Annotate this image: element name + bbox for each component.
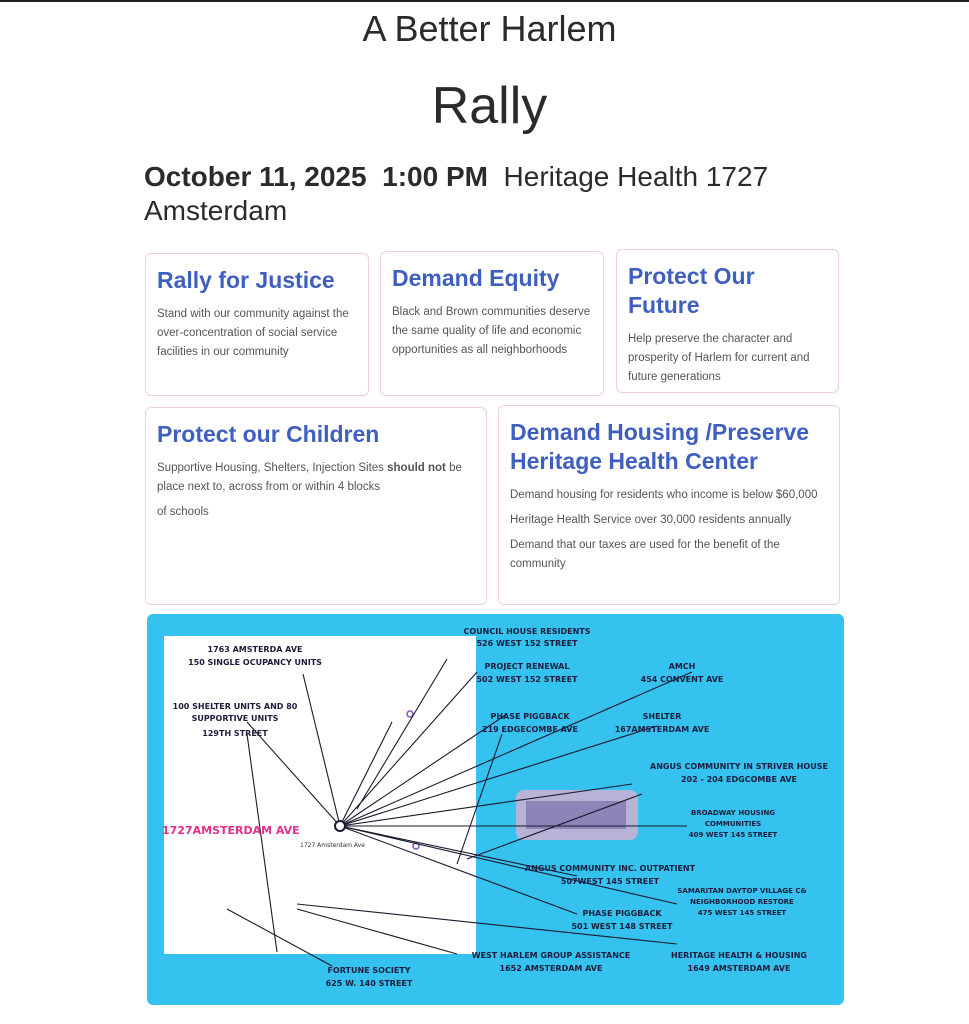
- map-label-detail: 1649 AMSTERDAM AVE: [687, 964, 791, 973]
- card-text: Demand that our taxes are used for the benefit of the community: [510, 539, 780, 570]
- card-text-extra: of schools: [157, 506, 209, 518]
- map-label-name: ANGUS COMMUNITY IN STRIVER HOUSE: [650, 762, 828, 771]
- card-text: Heritage Health Service over 30,000 residents annually: [510, 514, 792, 526]
- facility-map-svg: [147, 614, 844, 1005]
- card-demand-equity: [380, 251, 604, 396]
- card-text: Help preserve the character and prosperity of Harlem for current and future generations: [628, 333, 810, 383]
- map-label-detail: 167AMSTERDAM AVE: [614, 725, 710, 734]
- map-label-name: WEST HARLEM GROUP ASSISTANCE: [471, 951, 631, 960]
- map-label-name: PHASE PIGGBACK: [490, 712, 570, 721]
- card-protect-our-children: [145, 407, 487, 605]
- card-text: Black and Brown communities deserve the same quality of life and economic opportunities as all neighborhoods: [392, 306, 591, 356]
- map-label-detail: SUPPORTIVE UNITS: [191, 714, 279, 723]
- org-name: A Better Harlem: [362, 8, 617, 49]
- map-label-detail: 507WEST 145 STREET: [560, 877, 660, 886]
- card-text-emphasis: should not: [387, 462, 446, 474]
- map-label-name: 100 SHELTER UNITS AND 80: [172, 702, 298, 711]
- map-label-name: BROADWAY HOUSING: [690, 809, 776, 817]
- card-text-pre: Supportive Housing, Shelters, Injection Sites: [157, 462, 388, 474]
- map-label-name: PHASE PIGGBACK: [582, 909, 662, 918]
- map-label-detail: 202 - 204 EDGCOMBE AVE: [680, 775, 798, 784]
- card-rally-for-justice: [145, 253, 369, 396]
- event-info: [144, 160, 844, 228]
- map-label-detail: NEIGHBORHOOD RESTORE: [690, 898, 794, 906]
- card-demand-housing: [498, 405, 840, 605]
- event-date: October 11, 2025: [144, 161, 367, 192]
- center-label: 1727AMSTERDAM AVE: [162, 824, 300, 837]
- map-label-name: COUNCIL HOUSE RESIDENTS: [463, 627, 591, 636]
- card-title: Demand Equity: [392, 265, 560, 291]
- event-time: 1:00 PM: [382, 161, 488, 192]
- card-protect-our-future: [616, 249, 839, 393]
- map-label-name: SAMARITAN DAYTOP VILLAGE C&: [677, 887, 807, 895]
- map-label-detail: 625 W. 140 STREET: [325, 979, 413, 988]
- card-title: Protect Our Future: [628, 263, 755, 318]
- map-label-extra: 129TH STREET: [202, 729, 268, 738]
- map-label-detail: 526 WEST 152 STREET: [476, 639, 578, 648]
- map-label-detail: 1652 AMSTERDAM AVE: [499, 964, 603, 973]
- map-label-name: FORTUNE SOCIETY: [327, 966, 411, 975]
- card-text-post: be place next to, across from or within 4 blocks: [157, 462, 462, 493]
- map-label-name: SHELTER: [642, 712, 682, 721]
- map-label-name: PROJECT RENEWAL: [484, 662, 570, 671]
- map-label-name: AMCH: [668, 662, 696, 671]
- card-title: Rally for Justice: [157, 267, 335, 293]
- card-text: [157, 459, 476, 497]
- event-title: Rally: [431, 77, 548, 135]
- card-title: Demand Housing /Preserve Heritage Health Center: [510, 419, 810, 474]
- map-label-extra: 475 WEST 145 STREET: [697, 909, 787, 917]
- map-label-detail: 501 WEST 148 STREET: [571, 922, 673, 931]
- event-location: Heritage Health 1727 Amsterdam: [144, 161, 769, 226]
- center-marker: [335, 821, 345, 831]
- map-label-name: ANGUS COMMUNITY INC. OUTPATIENT: [524, 864, 696, 873]
- map-label-name: 1763 AMSTERDA AVE: [207, 645, 303, 654]
- map-label-detail: COMMUNITIES: [704, 820, 762, 828]
- map-label-detail: 219 EDGECOMBE AVE: [482, 725, 578, 734]
- center-address: 1727 Amsterdam Ave: [300, 842, 365, 849]
- map-label-detail: 150 SINGLE OCUPANCY UNITS: [188, 658, 322, 667]
- map-label-detail: 502 WEST 152 STREET: [476, 675, 578, 684]
- map-label-extra: 409 WEST 145 STREET: [688, 831, 778, 839]
- map-label-name: HERITAGE HEALTH & HOUSING: [671, 951, 807, 960]
- card-text: Stand with our community against the over-concentration of social service facilities in our community: [157, 308, 349, 358]
- card-text: Demand housing for residents who income is below $60,000: [510, 489, 818, 501]
- map-label-detail: 454 CONVENT AVE: [640, 675, 724, 684]
- card-title: Protect our Children: [157, 421, 380, 447]
- top-rule: [0, 0, 969, 2]
- facility-map: [147, 614, 844, 1005]
